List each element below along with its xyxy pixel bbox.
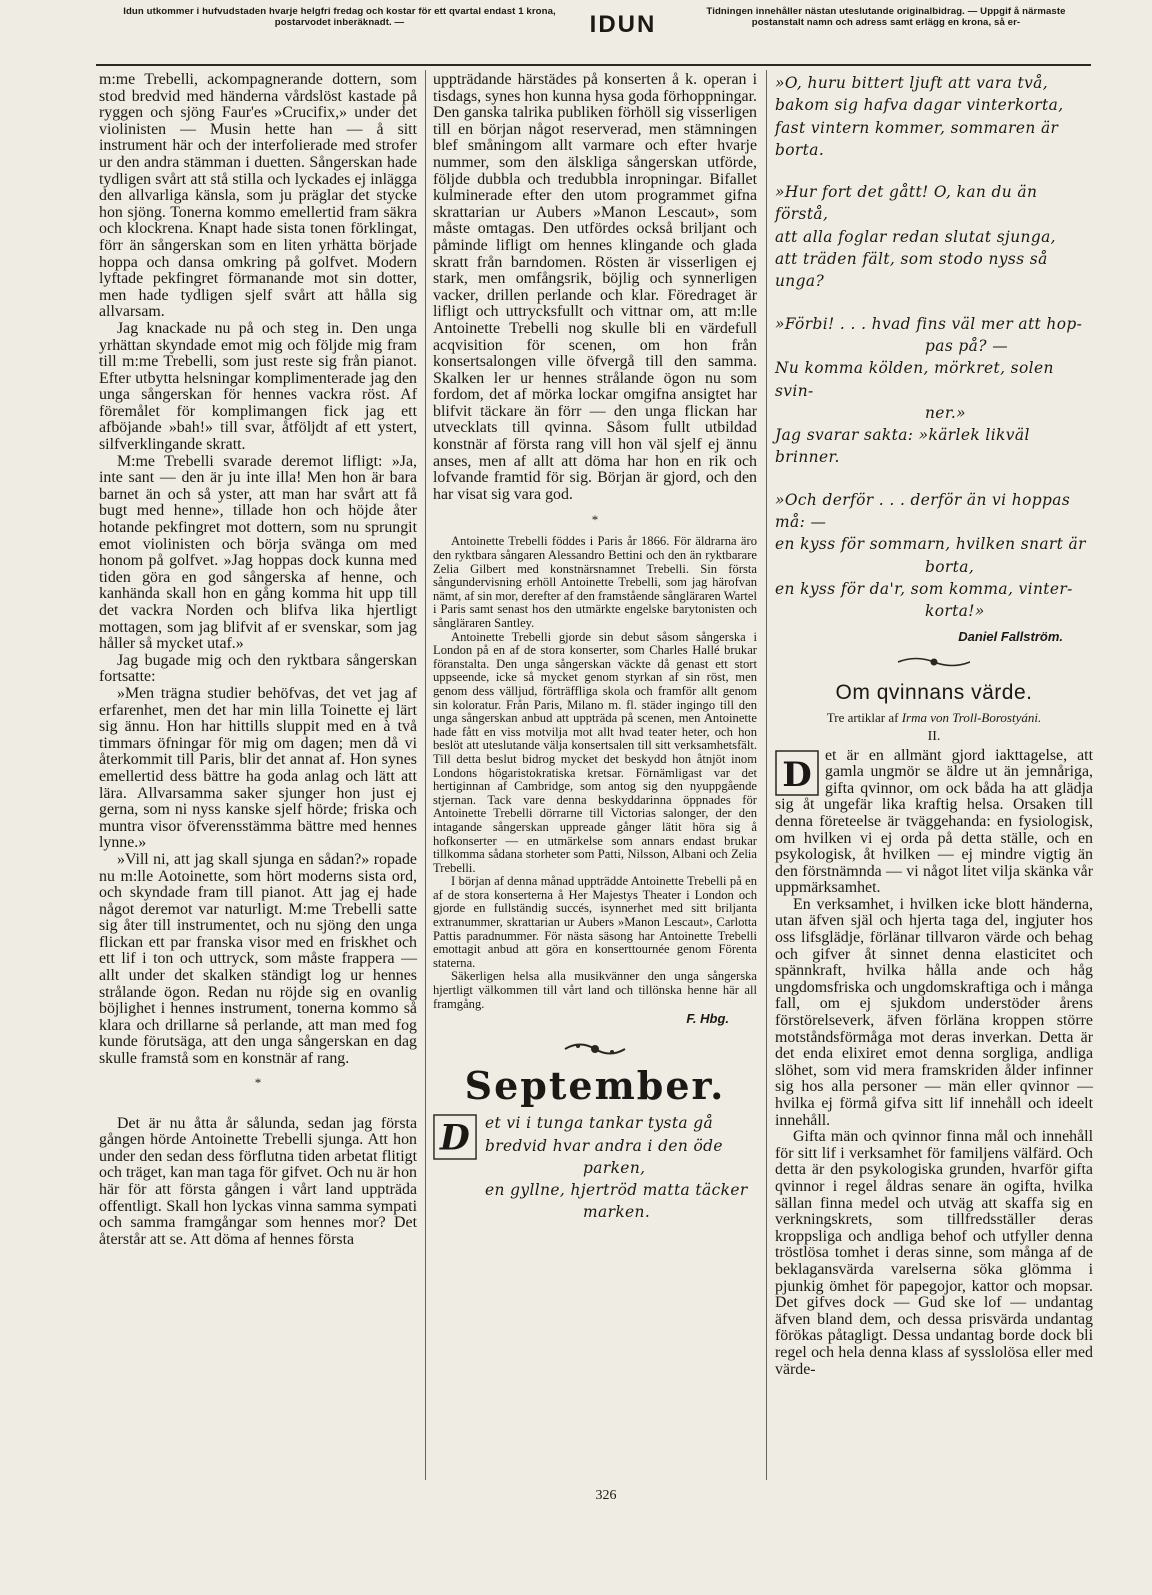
poem-line: »Hur fort det gått! O, kan du än förstå, [775, 183, 1038, 224]
poem-continuation [775, 72, 1093, 623]
dropcap-letter: D [782, 754, 812, 795]
bio-paragraph: Antoinette Trebelli gjorde sin debut såsom sångerska i London på en af de stora konserter, som Charles Hallé brukar föranstalta. Den unga sångerskan väckte då genast ett stort uppseende, icke så mycket genom styrkan af sin röst, men genom dess välljud, förträffliga skola och framför allt genom sin koloratur. Från Paris, Milano m. fl. städer ingingo till den unga sångerskan anbud att uppträda på scenen, men Antoinette hade fått en viss motvilja mot allt hvad teater heter, och hon beslöt att uteslutande välja konsertsalen till sitt verksamhetsfält. Till detta beslut bidrog mycket det beskydd hon åtnjöt inom Londons högaristokratiska kretsar. Förnämligast var det hertiginnan af Cambridge, som antog sig den nyuppgående stjernan. Tack vare denna beskyddarinna öppnades för Antoinette Trebelli dörrarne till Victorias salonger, der den intagande sångerskan uppreade gånger lätit höra sig å hofkonserter — en utmärkelse som annars endast brukar tillkomma sådana storheter som Patti, Nilsson, Albani och Zelia Trebelli. [433, 629, 757, 875]
poem-line: »Och derför . . . derför än vi hoppas må: — [775, 490, 1071, 532]
dropcap-d-icon [433, 1114, 477, 1160]
poem-line: pas på? — [925, 336, 1008, 355]
poem-line: marken. [583, 1203, 651, 1222]
bio-paragraph: Antoinette Trebelli föddes i Paris år 1866. För äldrarna äro den ryktbara sångaren Alessandro Bettini och den än ryktbarare Zelia Gilbert med konstnärsnamnet Trebelli. Sin första sångundervisning erhöll Antoinette Trebelli, som jag härofvan nämt, af sin mor, derefter af den framstående sångläraren Wartel i Paris samt senast hos den utmärkte engelske barytonisten och sångläraren Santley. [433, 534, 757, 630]
poem-line: bakom sig hafva dagar vinterkorta, [775, 96, 1064, 115]
fleuron-ornament-icon [560, 1040, 630, 1058]
col1-paragraph: M:me Trebelli svarade deremot lifligt: »Ja, inte sant — den är ju inte illa! Men hon är bara barnet än och så yster, att man har svårt att få bugt med henne», tillade hon och höjde åter hotande pekfingret mot dottern, som nu sprungit emot violinisten och börja svänga om med honom på golfvet. »Jag hoppas dock kunna med tiden göra en god sångerska af henne, och kanhända skall hon en gång komma hit upp till det vackra Norden och blifva lika hjertligt mottagen, som jag blifvit af er svenskar, som jag håller så mycket utaf.» [99, 452, 417, 653]
article-paragraph: et är en allmänt gjord iakttagelse, att gamla ungmör se äldre ut än jemnåriga, gifta qvinnor, om ock båda ha att glädja sig åt ungefär lika kraftig helsa. Orsaken till denna företeelse är tväggehanda: en fysiologisk, om hvilken vi ej orda på detta ställe, och en psykologisk, åt hvilken — ej mindre vigtig än den förstnämnda — vi något litet vilja skänka vår uppmärksamhet. [775, 746, 1093, 897]
poem-line: ner.» [925, 403, 966, 422]
column-1 [99, 72, 417, 1248]
article-paragraph: En verksamhet, i hvilken icke blott händerna, utan äfven själ och hjerta taga del, ingjuter hos oss lifsglädje, förlänar tillvaron värde och behag och gifver åt sinnet denna elasticitet och spännkraft, hvilka hålla ande och håg ungdomsfriska och ungdomskraftiga och i många fall, om ej sjukdom understöder årens förstörelseverk, äfven förläna kroppen större motståndsförmåga mot deras inverkan. Detta är det enda elixiret emot denna sorgliga, andliga slöhet, som vid mera framskriden ålder infinner sig hos alla personer — män eller qvinnor — hvilka ej förmå gifva sitt lif innehåll och ideelt innehåll. [775, 895, 1093, 1129]
dropcap-d-icon [775, 750, 819, 796]
bio-paragraph: Säkerligen helsa alla musikvänner den unga sångerska hjertligt välkommen till vårt land och tillönska henne här all framgång. [433, 969, 757, 1011]
bio-paragraph: I början af denna månad uppträdde Antoinette Trebelli på en af de stora konserterna å Her Majestys Theater i London och gjorde en fullständig succés, isynnerhet med sitt briljanta extranummer, skrattarian ur Aubers »Manon Lescaut», Carlotta Pattis paradnummer. För nästa säsong har Antoinette Trebelli emottagit anbud att göra en konserttournée genom Förenta staterna. [433, 874, 757, 970]
masthead-left-notice: Idun utkommer i hufvudstaden hvarje helgfri fredag och kostar för ett qvartal endast 1 krona, postarvodet inberäknadt. — [123, 6, 556, 28]
col1-paragraph: »Men trägna studier behöfvas, det vet jag af erfarenhet, men det har min lilla Toinette ej lärt sig ännu. Hon har hittills sluppit med en à två timmars öfningar för mig om dagen; men då vi återkommit till Paris, blir det annat af. Hon synes emellertid dess bättre ha goda anlag och lätt att lära. Allvarsamma saker sjunger hon just ej gerna, som ni nyss kanske sjelf hörde; friska och muntra visor öfverensstämma bättre med hennes lynne.» [99, 684, 417, 852]
dropcap-letter: D [439, 1118, 471, 1159]
poem-line: korta!» [925, 602, 985, 621]
masthead-rule [96, 64, 1091, 66]
poem-line: bredvid hvar andra i den öde [485, 1136, 723, 1155]
poem-line: borta, [925, 557, 975, 576]
section-star: * [254, 1074, 262, 1090]
subtitle-prefix: Tre artiklar af [826, 709, 899, 725]
poem-line: Jag svarar sakta: »kärlek likväl brinner. [775, 426, 1030, 467]
col1-closing-paragraph: Det är nu åtta år sålunda, sedan jag första gången hörde Antoinette Trebelli sjunga. Att hon under den sedan dess förflutna tiden arbetat flitigt och träget, kan man taga för gifvet. Och nu är hon här för att första gången i vårt land uppträda offentligt. Skall hon lyckas vinna samma sympati och samma framgångar som hennes mor? Det återstår att se. Att döma af hennes första [99, 1114, 417, 1248]
september-poem [433, 1112, 757, 1223]
col1-paragraph: m:me Trebelli, ackompagnerande dottern, som stod bredvid med händerna vårdslöst kastade på ryggen och sjöng Faur'es »Crucifix,» under det violinisten — Musin hette han — å sitt instrument här och der interfolierade med strofer ur den andra stämman i duetten. Sångerskan hade tydligen svårt att stå stilla och lyckades ej inlägga den allvarliga känsla, som ju präglar det stycke hon sjöng. Tonerna kommo emellertid fram säkra och klockrena. Knapt hade sista tonen förklingat, förr än sångerskan som en liten yrhätta började hoppa och dansa omkring på golfvet. Modern lyftade pekfingret förmanande mot sin dotter, men hade tydligen sjelf svårt att hålla sig allvarsam. [99, 71, 417, 321]
section-number: II. [927, 728, 941, 744]
column-divider-2 [766, 70, 767, 1480]
poem-line: parken, [583, 1158, 646, 1177]
poem-line: att alla foglar redan slutat sjunga, [775, 227, 1056, 246]
subtitle-author: Irma von Troll-Borostyáni. [901, 709, 1042, 725]
masthead-right-notice: Tidningen innehåller nästan uteslutande originalbidrag. — Uppgif å närmaste postanstalt namn och adress samt erlägg en krona, så er- [706, 6, 1066, 28]
column-divider-1 [425, 70, 426, 1480]
poem-line: en gyllne, hjertröd matta täcker [485, 1181, 748, 1200]
column-3 [775, 72, 1093, 1378]
poem-line: »Förbi! . . . hvad fins väl mer att hop- [775, 314, 1083, 333]
col1-paragraph: Jag bugade mig och den ryktbara sångerskan fortsatte: [99, 651, 417, 686]
article-paragraph: Gifta män och qvinnor finna mål och innehåll för sitt lif i verksamhet för familjens välfärd. Och detta är den psykologiska grunden, hvarför gifta qvinnor i regel åldras senare än ogifta, hvilka sällan finna medel och utväg att skaffa sig en verkningskrets, som tillfredsställer deras kroppsliga och andliga behof och utfyller denna tröstlösa tomhet i deras sinne, som många af de beklagansvärda varelserna söka glömma i pjunkig ömhet för papegojor, kattor och mopsar. Det gifves dock — Gud ske lof — undantag äfven bland dem, och dessa prisvärda undantag förökas påtagligt. Dessa undantag borde dock bli regel och hela denna klass af sysslolösa eller med värde- [775, 1128, 1093, 1378]
poem-line: att träden fält, som stodo nyss så unga? [775, 250, 1048, 291]
poem-line: »O, huru bittert ljuft att vara två, [775, 74, 1049, 92]
col2-paragraph: uppträdande härstädes på konserten å k. operan i tisdags, synes hon kunna hysa goda förhoppningar. Den ganska talrika publiken förhöll sig visserligen till en början något reserverad, men stämningen blef småningom allt varmare och efter hvarje nummer, som den älskliga sångerskan utförde, följde dubbla och tredubbla inropningar. Bifallet kulminerade efter den utom programmet gifna skrattarian ur Aubers »Manon Lescaut», som måste omtagas. Den utfördes också briljant och påminde lifligt om hennes klingande och glada skratt från barndomen. Rösten är visserligen ej stark, men omfångsrik, böjlig och synnerligen vacker, drillen perlande och klar. Föredraget är lifligt och uttrycksfullt och vittnar om, att m:lle Antoinette Trebelli nog skulle bli en värdefull acqvisition för scenen, om hon från konsertsalongen ville öfvergå till den samma. Skalken ler ur hennes strålande ögon nu som fordom, det af mörka lockar omgifna ansigtet har blifvit täckare än förr — den unga flickan har utvecklats till qvinna. Såsom fullt utbildad konstnär af första rang vill hon väl sjelf ej ännu anses, men af allt att döma har hon en rik och lofvande framtid för sig. Början är gjord, och den har visat sig vara god. [433, 71, 757, 503]
poem-line: en kyss för da'r, som komma, vinter- [775, 579, 1073, 598]
poem-author: Daniel Fallström. [958, 628, 1063, 644]
column-2 [433, 72, 757, 1224]
poem-title: September. [464, 1063, 726, 1109]
poem-line: et vi i tunga tankar tysta gå [485, 1114, 714, 1133]
article-subtitle [775, 710, 1093, 726]
poem-line: fast vintern kommer, sommaren är borta. [775, 118, 1059, 159]
bio-signature: F. Hbg. [686, 1011, 729, 1027]
article-body [775, 748, 1093, 1379]
article-title: Om qvinnans värde. [835, 680, 1033, 704]
col1-paragraph: Jag knackade nu på och steg in. Den unga yrhättan skyndade emot mig och följde mig fram till m:me Trebelli, som just reste sig från pianot. Efter utbytta helsningar komplimenterade jag den unga sångerskan för hennes vackra röst. Af föremålet för komplimangen fick jag ett afböjande »bah!» till svar, åtföljdt af ett ystert, silfverklingande skratt. [99, 319, 417, 454]
page-number: 326 [595, 1488, 617, 1503]
section-star: * [591, 512, 599, 528]
fleuron-ornament-icon [894, 654, 974, 670]
poem-line: Nu komma kölden, mörkret, solen svin- [775, 359, 1054, 400]
biography-notice [433, 535, 757, 1026]
poem-line: en kyss för sommarn, hvilken snart är [775, 535, 1086, 554]
col1-paragraph: »Vill ni, att jag skall sjunga en sådan?» ropade nu m:lle Aotoinette, som hört moderns sista ord, och skyndade fram till pianot. Att jag ej hade något deremot var naturligt. M:me Trebelli satte sig åter till instrumentet, och nu sjöng den unga flickan ett par franska visor med en friskhet och ett lif i ton och uttryck, som måste frappera — allt under det skalken ständigt log ur hennes strålande ögon. Redan nu röjde sig en ovanlig böjlighet i hennes instrument, tonerna kommo så klara och drillarne så perlande, att man med fog kunde förutsäga, att den unga sångerskan en dag skulle framstå som en konstnär af rang. [99, 850, 417, 1068]
masthead-title: IDUN [589, 11, 657, 38]
